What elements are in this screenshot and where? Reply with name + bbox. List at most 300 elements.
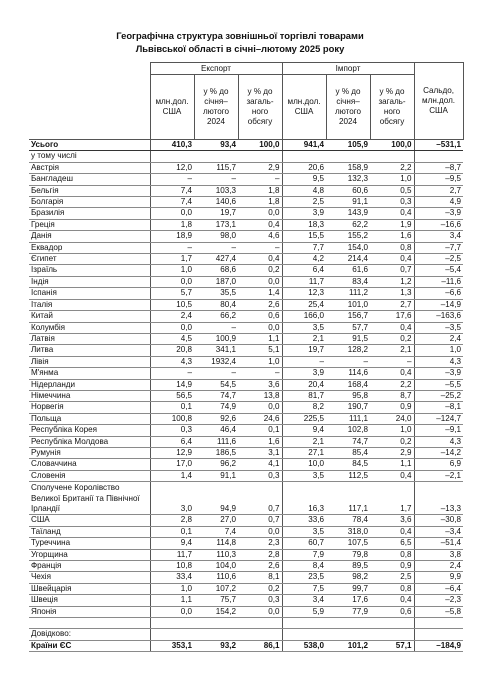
cell-i1: 8,4 bbox=[282, 561, 326, 572]
cell-i3: 1,6 bbox=[370, 231, 414, 242]
cell-s: –25,2 bbox=[414, 390, 463, 401]
cell-s: 2,4 bbox=[414, 333, 463, 344]
cell-i1: 60,7 bbox=[282, 538, 326, 549]
row-label: Ізраїль bbox=[29, 265, 150, 276]
cell-i3: 1,3 bbox=[370, 288, 414, 299]
cell-i3: 57,1 bbox=[370, 640, 414, 651]
cell-e1: 7,4 bbox=[150, 197, 194, 208]
cell-i2: 111,1 bbox=[326, 413, 370, 424]
cell-i1: 18,3 bbox=[282, 219, 326, 230]
cell-e1: 18,9 bbox=[150, 231, 194, 242]
cell-e3: 0,3 bbox=[238, 470, 282, 481]
cell-e1 bbox=[150, 151, 194, 162]
header-export-pct-prev: у % до січня–лютого 2024 bbox=[194, 75, 238, 140]
table-row bbox=[29, 606, 463, 617]
table-row bbox=[29, 526, 463, 537]
cell-i3: 0,2 bbox=[370, 333, 414, 344]
cell-i1 bbox=[282, 151, 326, 162]
cell-e1: 410,3 bbox=[150, 140, 194, 151]
cell-e3: 0,2 bbox=[238, 583, 282, 594]
cell-s: –9,1 bbox=[414, 425, 463, 436]
cell-e3: 1,0 bbox=[238, 356, 282, 367]
cell-i1: 5,9 bbox=[282, 606, 326, 617]
cell-e1: 5,7 bbox=[150, 288, 194, 299]
cell-e3: 1,1 bbox=[238, 333, 282, 344]
cell-e3: 2,6 bbox=[238, 299, 282, 310]
table-row bbox=[29, 413, 463, 424]
cell-e2: – bbox=[194, 368, 238, 379]
cell-i1: 15,5 bbox=[282, 231, 326, 242]
cell-i1: 9,4 bbox=[282, 425, 326, 436]
row-label: Чехія bbox=[29, 572, 150, 583]
cell-i2: 102,8 bbox=[326, 425, 370, 436]
cell-s bbox=[414, 151, 463, 162]
cell-e2 bbox=[194, 629, 238, 640]
cell-e2: 140,6 bbox=[194, 197, 238, 208]
cell-i3: 17,6 bbox=[370, 311, 414, 322]
cell-s: 6,9 bbox=[414, 459, 463, 470]
cell-i2: 89,5 bbox=[326, 561, 370, 572]
row-label: Швейцарія bbox=[29, 583, 150, 594]
cell-i1: 3,4 bbox=[282, 595, 326, 606]
cell-i1: 9,5 bbox=[282, 174, 326, 185]
cell-s: –2,3 bbox=[414, 595, 463, 606]
row-label bbox=[29, 618, 150, 629]
cell-e3: 13,8 bbox=[238, 390, 282, 401]
cell-i1: 11,7 bbox=[282, 276, 326, 287]
cell-s: –7,7 bbox=[414, 242, 463, 253]
cell-e1: 2,8 bbox=[150, 515, 194, 526]
cell-i2: 107,5 bbox=[326, 538, 370, 549]
cell-i3: 2,9 bbox=[370, 447, 414, 458]
cell-e2: 74,9 bbox=[194, 402, 238, 413]
table-row bbox=[29, 561, 463, 572]
cell-i2: 101,0 bbox=[326, 299, 370, 310]
cell-e3: 3,6 bbox=[238, 379, 282, 390]
cell-e1: 4,3 bbox=[150, 356, 194, 367]
cell-s: –124,7 bbox=[414, 413, 463, 424]
cell-e3: 86,1 bbox=[238, 640, 282, 651]
cell-e3: 0,0 bbox=[238, 208, 282, 219]
cell-e3: 1,8 bbox=[238, 185, 282, 196]
cell-e3 bbox=[238, 629, 282, 640]
table-row bbox=[29, 242, 463, 253]
cell-e2: 187,0 bbox=[194, 276, 238, 287]
cell-e2: 111,6 bbox=[194, 436, 238, 447]
cell-i2: 61,6 bbox=[326, 265, 370, 276]
table-row bbox=[29, 390, 463, 401]
cell-i2 bbox=[326, 151, 370, 162]
cell-e2: 1932,4 bbox=[194, 356, 238, 367]
cell-e2: 46,4 bbox=[194, 425, 238, 436]
cell-e2: 93,4 bbox=[194, 140, 238, 151]
cell-s: –5,4 bbox=[414, 265, 463, 276]
row-label: Греція bbox=[29, 219, 150, 230]
cell-e1: 100,8 bbox=[150, 413, 194, 424]
cell-e2: 54,5 bbox=[194, 379, 238, 390]
row-label: Країни ЄС bbox=[29, 640, 150, 651]
header-export: Експорт bbox=[150, 63, 282, 75]
cell-e1: 14,9 bbox=[150, 379, 194, 390]
cell-e3: 100,0 bbox=[238, 140, 282, 151]
cell-s: –8,1 bbox=[414, 402, 463, 413]
header-import: Імпорт bbox=[282, 63, 414, 75]
cell-i3: 0,4 bbox=[370, 208, 414, 219]
cell-e2: 103,3 bbox=[194, 185, 238, 196]
table-row bbox=[29, 640, 463, 651]
cell-i3: 1,2 bbox=[370, 276, 414, 287]
cell-i2: 105,9 bbox=[326, 140, 370, 151]
cell-e2: 107,2 bbox=[194, 583, 238, 594]
cell-i3: 0,2 bbox=[370, 436, 414, 447]
cell-i1: 4,2 bbox=[282, 254, 326, 265]
row-label: Словенія bbox=[29, 470, 150, 481]
cell-e2: 94,9 bbox=[194, 482, 238, 515]
cell-s: 4,9 bbox=[414, 197, 463, 208]
header-blank bbox=[29, 63, 150, 140]
cell-e1: 9,4 bbox=[150, 538, 194, 549]
cell-e2: – bbox=[194, 174, 238, 185]
cell-e2: – bbox=[194, 242, 238, 253]
cell-e1: 0,3 bbox=[150, 425, 194, 436]
cell-i3: 1,1 bbox=[370, 459, 414, 470]
cell-s: –3,5 bbox=[414, 322, 463, 333]
cell-i3 bbox=[370, 618, 414, 629]
cell-i1: 2,1 bbox=[282, 333, 326, 344]
cell-i2: 128,2 bbox=[326, 345, 370, 356]
table-row bbox=[29, 197, 463, 208]
cell-s: –163,6 bbox=[414, 311, 463, 322]
cell-e2: 75,7 bbox=[194, 595, 238, 606]
row-label: Литва bbox=[29, 345, 150, 356]
cell-i1 bbox=[282, 629, 326, 640]
row-label: Сполучене Королівство Великої Британії та Північної Ірландії bbox=[29, 482, 150, 515]
title-line-2: Львівської області в січні–лютому 2025 року bbox=[135, 42, 345, 54]
page-title bbox=[0, 30, 480, 55]
cell-s: 4,3 bbox=[414, 436, 463, 447]
cell-i1: 7,7 bbox=[282, 242, 326, 253]
cell-e1: 1,7 bbox=[150, 254, 194, 265]
table-row bbox=[29, 595, 463, 606]
cell-i3: 0,4 bbox=[370, 368, 414, 379]
cell-i3 bbox=[370, 151, 414, 162]
cell-e3: 24,6 bbox=[238, 413, 282, 424]
row-label: Еквадор bbox=[29, 242, 150, 253]
cell-i1: 25,4 bbox=[282, 299, 326, 310]
cell-s: –2,1 bbox=[414, 470, 463, 481]
cell-i3: 0,9 bbox=[370, 561, 414, 572]
cell-i2: 17,6 bbox=[326, 595, 370, 606]
cell-e3: – bbox=[238, 174, 282, 185]
cell-i1: 10,0 bbox=[282, 459, 326, 470]
cell-e2: 93,2 bbox=[194, 640, 238, 651]
cell-e3: 4,6 bbox=[238, 231, 282, 242]
cell-i1: 3,5 bbox=[282, 470, 326, 481]
cell-e3: 5,1 bbox=[238, 345, 282, 356]
cell-i2: 143,9 bbox=[326, 208, 370, 219]
cell-i3: 0,4 bbox=[370, 322, 414, 333]
cell-i2: 112,5 bbox=[326, 470, 370, 481]
cell-e1: – bbox=[150, 242, 194, 253]
cell-e1: 12,0 bbox=[150, 162, 194, 173]
cell-i3: 1,9 bbox=[370, 219, 414, 230]
row-label: Китай bbox=[29, 311, 150, 322]
cell-i2: 78,4 bbox=[326, 515, 370, 526]
cell-s: –14,9 bbox=[414, 299, 463, 310]
table-row bbox=[29, 379, 463, 390]
table-row bbox=[29, 572, 463, 583]
cell-s: –2,5 bbox=[414, 254, 463, 265]
table-row bbox=[29, 151, 463, 162]
cell-e3: 1,4 bbox=[238, 288, 282, 299]
row-label: Італія bbox=[29, 299, 150, 310]
cell-s: –13,3 bbox=[414, 482, 463, 515]
trade-table bbox=[29, 62, 464, 652]
cell-i3: 0,4 bbox=[370, 470, 414, 481]
cell-i2: 77,9 bbox=[326, 606, 370, 617]
cell-i3: 8,7 bbox=[370, 390, 414, 401]
table-row bbox=[29, 368, 463, 379]
row-label: Болгарія bbox=[29, 197, 150, 208]
cell-i3: 0,8 bbox=[370, 549, 414, 560]
cell-e1: 0,1 bbox=[150, 526, 194, 537]
cell-i2: 91,5 bbox=[326, 333, 370, 344]
cell-i1: 4,8 bbox=[282, 185, 326, 196]
cell-e3: 0,0 bbox=[238, 526, 282, 537]
cell-i1: 6,4 bbox=[282, 265, 326, 276]
cell-i3: 0,4 bbox=[370, 526, 414, 537]
cell-e1: 33,4 bbox=[150, 572, 194, 583]
cell-e1: 0,0 bbox=[150, 606, 194, 617]
table-row bbox=[29, 333, 463, 344]
cell-i2: 154,0 bbox=[326, 242, 370, 253]
cell-s bbox=[414, 618, 463, 629]
cell-e2: 104,0 bbox=[194, 561, 238, 572]
cell-s: –14,2 bbox=[414, 447, 463, 458]
row-label: Довідково: bbox=[29, 629, 150, 640]
cell-e2: 115,7 bbox=[194, 162, 238, 173]
cell-i2: 158,9 bbox=[326, 162, 370, 173]
cell-i2: 91,1 bbox=[326, 197, 370, 208]
cell-s: –9,5 bbox=[414, 174, 463, 185]
cell-i3: 3,6 bbox=[370, 515, 414, 526]
cell-i3: 24,0 bbox=[370, 413, 414, 424]
cell-e1: – bbox=[150, 174, 194, 185]
cell-i2: 318,0 bbox=[326, 526, 370, 537]
cell-e2: 173,1 bbox=[194, 219, 238, 230]
cell-i2: 98,2 bbox=[326, 572, 370, 583]
row-label: Данія bbox=[29, 231, 150, 242]
table-row bbox=[29, 208, 463, 219]
table-row bbox=[29, 140, 463, 151]
cell-i1: 2,5 bbox=[282, 197, 326, 208]
cell-s: –531,1 bbox=[414, 140, 463, 151]
row-label: Угорщина bbox=[29, 549, 150, 560]
cell-s: –184,9 bbox=[414, 640, 463, 651]
cell-e2: 19,7 bbox=[194, 208, 238, 219]
cell-e3: 2,9 bbox=[238, 162, 282, 173]
cell-i2: 168,4 bbox=[326, 379, 370, 390]
cell-e3: 0,0 bbox=[238, 606, 282, 617]
cell-e3: 1,8 bbox=[238, 197, 282, 208]
table-row bbox=[29, 265, 463, 276]
cell-e1: 10,8 bbox=[150, 561, 194, 572]
row-label: Бангладеш bbox=[29, 174, 150, 185]
cell-e3: 1,6 bbox=[238, 436, 282, 447]
header-export-mln: млн.дол. США bbox=[150, 75, 194, 140]
cell-e1: 0,0 bbox=[150, 322, 194, 333]
cell-e3: 0,3 bbox=[238, 595, 282, 606]
cell-e3: 0,2 bbox=[238, 265, 282, 276]
cell-e1: 1,8 bbox=[150, 219, 194, 230]
cell-e3: 0,7 bbox=[238, 515, 282, 526]
cell-e2: 74,7 bbox=[194, 390, 238, 401]
cell-i2: – bbox=[326, 356, 370, 367]
cell-i1: 7,9 bbox=[282, 549, 326, 560]
row-label: Усього bbox=[29, 140, 150, 151]
row-label: Німеччина bbox=[29, 390, 150, 401]
cell-e3: 0,6 bbox=[238, 311, 282, 322]
cell-e2: 91,1 bbox=[194, 470, 238, 481]
cell-e2: 114,8 bbox=[194, 538, 238, 549]
cell-s: –3,9 bbox=[414, 368, 463, 379]
cell-e1: 1,0 bbox=[150, 265, 194, 276]
cell-i2: 155,2 bbox=[326, 231, 370, 242]
cell-e1: 353,1 bbox=[150, 640, 194, 651]
table-row bbox=[29, 549, 463, 560]
row-label: Нідерланди bbox=[29, 379, 150, 390]
cell-e1: 17,0 bbox=[150, 459, 194, 470]
cell-i3: 0,6 bbox=[370, 606, 414, 617]
table-row bbox=[29, 425, 463, 436]
cell-e2: – bbox=[194, 322, 238, 333]
row-label: Словаччина bbox=[29, 459, 150, 470]
cell-e2: 96,2 bbox=[194, 459, 238, 470]
cell-e3: 8,1 bbox=[238, 572, 282, 583]
cell-e2: 100,9 bbox=[194, 333, 238, 344]
cell-i3: 1,0 bbox=[370, 174, 414, 185]
row-label: Бельгія bbox=[29, 185, 150, 196]
cell-e1: 0,1 bbox=[150, 402, 194, 413]
cell-i3: 0,7 bbox=[370, 265, 414, 276]
table-row bbox=[29, 322, 463, 333]
cell-i3 bbox=[370, 629, 414, 640]
row-label: Таїланд bbox=[29, 526, 150, 537]
cell-e3: 4,1 bbox=[238, 459, 282, 470]
cell-e3: – bbox=[238, 242, 282, 253]
cell-e3: – bbox=[238, 368, 282, 379]
cell-i2: 99,7 bbox=[326, 583, 370, 594]
table-row bbox=[29, 482, 463, 515]
cell-i2: 74,7 bbox=[326, 436, 370, 447]
row-label: Колумбія bbox=[29, 322, 150, 333]
cell-s: –5,8 bbox=[414, 606, 463, 617]
cell-i1: 3,5 bbox=[282, 322, 326, 333]
cell-s bbox=[414, 629, 463, 640]
row-label: Бразилія bbox=[29, 208, 150, 219]
table-row bbox=[29, 276, 463, 287]
cell-i1: 19,7 bbox=[282, 345, 326, 356]
cell-i1: 3,9 bbox=[282, 368, 326, 379]
cell-i1: 3,9 bbox=[282, 208, 326, 219]
cell-e3: 2,6 bbox=[238, 561, 282, 572]
cell-i2: 114,6 bbox=[326, 368, 370, 379]
cell-i3: 1,7 bbox=[370, 482, 414, 515]
cell-e2: 110,3 bbox=[194, 549, 238, 560]
cell-e2: 7,4 bbox=[194, 526, 238, 537]
cell-e3: 0,4 bbox=[238, 219, 282, 230]
table-row bbox=[29, 459, 463, 470]
table-row bbox=[29, 311, 463, 322]
cell-e2: 98,0 bbox=[194, 231, 238, 242]
table-row bbox=[29, 231, 463, 242]
cell-s: 2,4 bbox=[414, 561, 463, 572]
cell-i3: 0,5 bbox=[370, 185, 414, 196]
cell-i1: 20,6 bbox=[282, 162, 326, 173]
cell-i2: 214,4 bbox=[326, 254, 370, 265]
cell-e1: 2,4 bbox=[150, 311, 194, 322]
cell-e1: 1,4 bbox=[150, 470, 194, 481]
cell-i2: 85,4 bbox=[326, 447, 370, 458]
cell-e3: 0,4 bbox=[238, 254, 282, 265]
row-label: Норвегія bbox=[29, 402, 150, 413]
cell-e3 bbox=[238, 151, 282, 162]
cell-e1 bbox=[150, 629, 194, 640]
cell-i3: 2,2 bbox=[370, 379, 414, 390]
table-row bbox=[29, 538, 463, 549]
cell-e1: 20,8 bbox=[150, 345, 194, 356]
cell-s: 3,8 bbox=[414, 549, 463, 560]
cell-i1: 538,0 bbox=[282, 640, 326, 651]
row-label: Польща bbox=[29, 413, 150, 424]
cell-i1: 2,1 bbox=[282, 436, 326, 447]
cell-s: –11,6 bbox=[414, 276, 463, 287]
cell-i2: 190,7 bbox=[326, 402, 370, 413]
cell-e1: 0,0 bbox=[150, 208, 194, 219]
cell-i3: 0,8 bbox=[370, 583, 414, 594]
cell-i2: 62,2 bbox=[326, 219, 370, 230]
table-row bbox=[29, 470, 463, 481]
cell-e1: 1,1 bbox=[150, 595, 194, 606]
header-saldo: Сальдо, млн.дол. США bbox=[414, 63, 463, 140]
cell-i1: 7,5 bbox=[282, 583, 326, 594]
row-label: Австрія bbox=[29, 162, 150, 173]
cell-i2: 132,3 bbox=[326, 174, 370, 185]
cell-e3: 0,0 bbox=[238, 322, 282, 333]
cell-i3: 0,3 bbox=[370, 197, 414, 208]
cell-e3: 0,1 bbox=[238, 425, 282, 436]
row-label: Індія bbox=[29, 276, 150, 287]
row-label: Республіка Корея bbox=[29, 425, 150, 436]
cell-i2: 60,6 bbox=[326, 185, 370, 196]
cell-i3: 0,4 bbox=[370, 254, 414, 265]
cell-i1: 81,7 bbox=[282, 390, 326, 401]
cell-s: –51,4 bbox=[414, 538, 463, 549]
cell-i1: 8,2 bbox=[282, 402, 326, 413]
cell-e1: – bbox=[150, 368, 194, 379]
cell-e1: 7,4 bbox=[150, 185, 194, 196]
cell-e3: 2,8 bbox=[238, 549, 282, 560]
row-label: Японія bbox=[29, 606, 150, 617]
table-row bbox=[29, 436, 463, 447]
table-row bbox=[29, 356, 463, 367]
cell-e1: 4,5 bbox=[150, 333, 194, 344]
cell-i2: 84,5 bbox=[326, 459, 370, 470]
cell-i2: 57,7 bbox=[326, 322, 370, 333]
cell-i2: 101,2 bbox=[326, 640, 370, 651]
cell-i1 bbox=[282, 618, 326, 629]
table-row bbox=[29, 447, 463, 458]
